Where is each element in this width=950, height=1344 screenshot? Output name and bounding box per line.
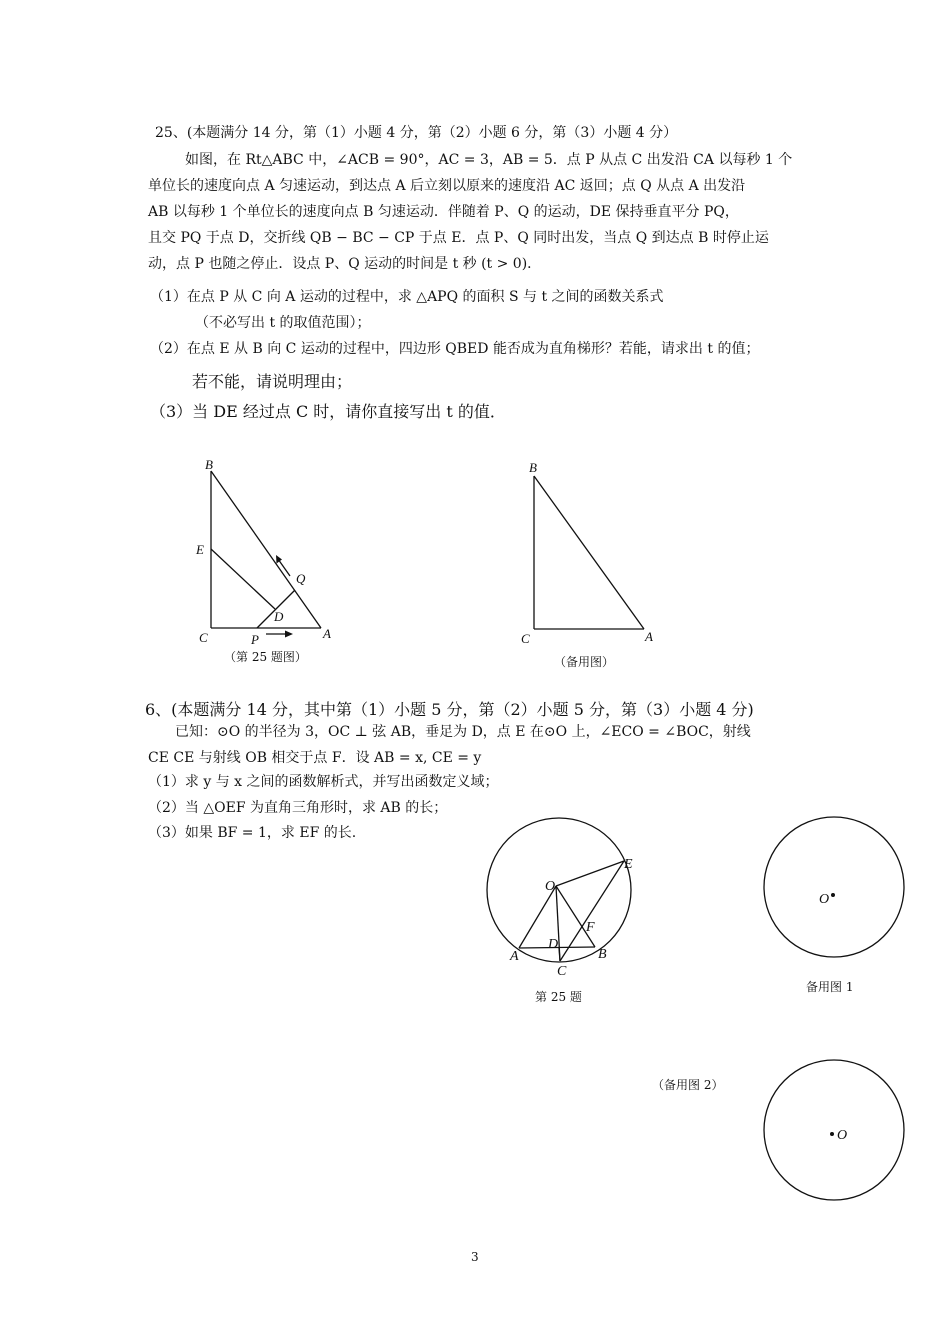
q26-spare-2-figure (760, 1055, 910, 1205)
q25-body-line-4: 且交 PQ 于点 D，交折线 QB − BC − CP 于点 E．点 P、Q 同时出发，当点 Q 到达点 B 时停止运 (148, 230, 769, 246)
q26-spare-2-caption: （备用图 2） (652, 1078, 724, 1092)
spare-1-center-dot (831, 893, 835, 897)
q25-body-line-2: 单位长的速度向点 A 匀速运动，到达点 A 后立刻以原来的速度沿 AC 返回；点 Q 从点 A 出发沿 (148, 178, 746, 194)
arrow-q-head-icon (276, 555, 282, 564)
q26-circle-figure (480, 810, 650, 985)
label-b: B (205, 457, 213, 472)
segment-ed (211, 549, 275, 609)
q25-triangle-figure (190, 455, 350, 655)
q25-header: 25、(本题满分 14 分，第（1）小题 4 分，第（2）小题 6 分，第（3）小题 4 分） (155, 125, 678, 141)
q26-header: 6、(本题满分 14 分，其中第（1）小题 5 分，第（2）小题 5 分，第（3）小题 4 分) (145, 700, 754, 719)
label-d: D (274, 609, 284, 624)
circle-label-d: D (548, 937, 559, 952)
arrow-p-head-icon (285, 631, 293, 638)
q26-figure-caption: 第 25 题 (535, 990, 582, 1004)
circle-label-b: B (598, 947, 607, 962)
label-c: C (199, 630, 208, 645)
spare-2-label-o: O (837, 1128, 848, 1143)
label-a: A (323, 626, 331, 641)
page-number: 3 (471, 1250, 479, 1264)
q25-body-line-5: 动，点 P 也随之停止．设点 P、Q 运动的时间是 t 秒 (t > 0)． (148, 256, 542, 272)
circle-label-f: F (586, 920, 595, 935)
label-e: E (196, 542, 204, 557)
q26-spare-1-figure (760, 812, 910, 962)
q26-spare-1-caption: 备用图 1 (806, 980, 854, 994)
spare-label-c: C (521, 631, 530, 646)
segment-ce (560, 861, 624, 961)
arrow-q-shaft (278, 559, 290, 576)
circle-label-a: A (510, 949, 519, 964)
q25-part-1-note: （不必写出 t 的取值范围）； (195, 315, 371, 331)
segment-oe (556, 861, 624, 886)
circle-label-o: O (545, 879, 556, 894)
spare-label-a: A (645, 629, 653, 644)
label-q: Q (296, 571, 306, 586)
q26-part-3: （3）如果 BF = 1，求 EF 的长. (148, 825, 357, 841)
spare-1-label-o: O (819, 892, 830, 907)
q25-body-line-3: AB 以每秒 1 个单位长的速度向点 B 匀速运动．伴随着 P、Q 的运动，DE 保持垂直平分 PQ， (148, 204, 739, 220)
q26-body-line-2: CE CE 与射线 OB 相交于点 F．设 AB = x, CE = y (148, 750, 482, 766)
q25-spare-figure (515, 455, 665, 655)
q25-spare-caption: （备用图） (554, 655, 615, 669)
q25-part-1: （1）在点 P 从 C 向 A 运动的过程中，求 △APQ 的面积 S 与 t 之间的函数关系式 (150, 289, 664, 305)
q25-part-2: （2）在点 E 从 B 向 C 运动的过程中，四边形 QBED 能否成为直角梯形？若能，请求出 t 的值； (150, 341, 760, 357)
q25-figure-caption: （第 25 题图） (224, 650, 307, 664)
side-ab (211, 471, 321, 628)
q26-part-2: （2）当 △OEF 为直角三角形时，求 AB 的长； (148, 800, 448, 816)
spare-label-b: B (529, 460, 537, 475)
q26-part-1: （1）求 y 与 x 之间的函数解析式，并写出函数定义域； (148, 774, 499, 790)
circle-label-c: C (557, 964, 567, 979)
q25-part-3: （3）当 DE 经过点 C 时，请你直接写出 t 的值． (150, 402, 506, 421)
q26-body-line-1: 已知：⊙O 的半径为 3，OC ⊥ 弦 AB，垂足为 D，点 E 在⊙O 上，∠ECO = ∠BOC，射线 (175, 724, 751, 740)
q25-body-line-1: 如图，在 Rt△ABC 中，∠ACB = 90°，AC = 3，AB = 5．点 P 从点 C 出发沿 CA 以每秒 1 个 (185, 152, 793, 168)
spare-2-center-dot (830, 1132, 834, 1136)
circle-label-e: E (624, 857, 633, 872)
q25-part-2-cont: 若不能，请说明理由； (192, 372, 353, 391)
label-p: P (251, 632, 259, 647)
